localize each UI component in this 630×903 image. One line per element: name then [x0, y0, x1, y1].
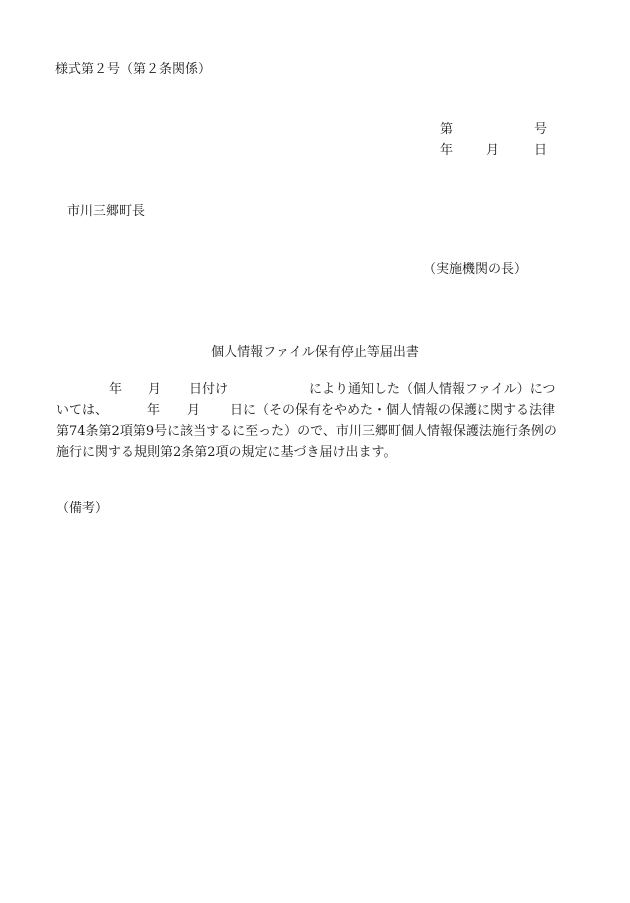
reference-go-label: 号 — [534, 122, 548, 137]
body-line-1 — [56, 378, 556, 396]
addressee: 市川三郷町長 — [67, 204, 146, 219]
document-title: 個人情報ファイル保有停止等届出書 — [211, 345, 419, 360]
body-line-3: 第74条第2項第9号に該当するに至った）ので、市川三郷町個人情報保護法施行条例の — [56, 424, 557, 439]
date-month-label: 月 — [486, 143, 500, 158]
body-line2-lead: いては、 — [56, 403, 109, 418]
body-line1-date-suffix: 日付け — [189, 382, 229, 397]
reference-dai-label: 第 — [440, 122, 454, 137]
body-line2-month: 月 — [187, 403, 201, 418]
body-line-4: 施行に関する規則第2条第2項の規定に基づき届け出ます。 — [56, 445, 397, 460]
remarks-label: （備考） — [56, 501, 109, 516]
form-number: 様式第２号（第２条関係） — [55, 62, 212, 77]
sender: （実施機関の長） — [423, 262, 528, 277]
body-line1-notice: により通知した（個人情報ファイル）につ — [309, 382, 556, 397]
date-year-label: 年 — [440, 143, 454, 158]
body-line1-month: 月 — [148, 382, 162, 397]
date-day-label: 日 — [534, 143, 548, 158]
body-line1-year: 年 — [109, 382, 123, 397]
body-line2-rest: 日に（その保有をやめた・個人情報の保護に関する法律 — [230, 403, 556, 418]
body-line2-year: 年 — [147, 403, 161, 418]
